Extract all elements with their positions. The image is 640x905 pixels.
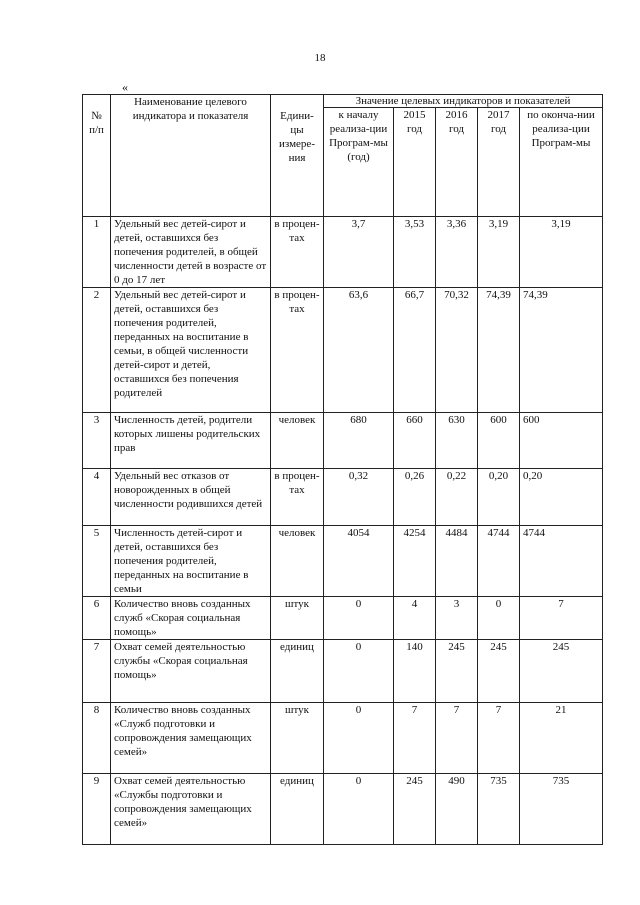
row-unit: штук — [271, 703, 324, 774]
row-name: Удельный вес детей-сирот и детей, оставшихся без попечения родителей, переданных на воспитание в семьи, в общей численности детей-сирот и детей, оставшихся без попечения родителей — [111, 288, 271, 413]
row-end: 3,19 — [520, 217, 603, 288]
row-2015: 0,26 — [394, 469, 436, 526]
row-start: 0 — [324, 597, 394, 640]
row-name: Удельный вес отказов от новорожденных в общей численности родившихся детей — [111, 469, 271, 526]
row-2016: 3,36 — [436, 217, 478, 288]
indicators-table — [82, 94, 603, 845]
row-2016: 490 — [436, 774, 478, 845]
row-end: 600 — [520, 413, 603, 469]
row-start: 0 — [324, 774, 394, 845]
row-start: 4054 — [324, 526, 394, 597]
row-2015: 660 — [394, 413, 436, 469]
row-name: Охват семей деятельностью «Службы подготовки и сопровождения замещающих семей» — [111, 774, 271, 845]
row-2017: 245 — [478, 640, 520, 703]
row-start: 680 — [324, 413, 394, 469]
row-2015: 66,7 — [394, 288, 436, 413]
row-start: 0 — [324, 640, 394, 703]
row-num: 6 — [83, 597, 111, 640]
table-row — [83, 413, 603, 469]
header-end: по оконча-нии реализа-ции Програм-мы — [520, 108, 603, 217]
row-2015: 245 — [394, 774, 436, 845]
row-2015: 7 — [394, 703, 436, 774]
row-2016: 630 — [436, 413, 478, 469]
row-unit: человек — [271, 413, 324, 469]
table-row — [83, 774, 603, 845]
table-row — [83, 703, 603, 774]
row-2017: 4744 — [478, 526, 520, 597]
row-end: 245 — [520, 640, 603, 703]
row-2015: 3,53 — [394, 217, 436, 288]
header-name: Наименование целевого индикатора и показателя — [111, 95, 271, 217]
row-2015: 4 — [394, 597, 436, 640]
row-end: 4744 — [520, 526, 603, 597]
row-2015: 140 — [394, 640, 436, 703]
table-row — [83, 526, 603, 597]
row-end: 21 — [520, 703, 603, 774]
row-name: Удельный вес детей-сирот и детей, оставшихся без попечения родителей, в общей численности детей в возрасте от 0 до 17 лет — [111, 217, 271, 288]
row-unit: штук — [271, 597, 324, 640]
row-start: 3,7 — [324, 217, 394, 288]
row-end: 735 — [520, 774, 603, 845]
row-unit: в процен-тах — [271, 469, 324, 526]
row-num: 8 — [83, 703, 111, 774]
row-end: 0,20 — [520, 469, 603, 526]
row-2017: 3,19 — [478, 217, 520, 288]
row-2015: 4254 — [394, 526, 436, 597]
row-name: Количество вновь созданных служб «Скорая социальная помощь» — [111, 597, 271, 640]
row-name: Количество вновь созданных «Служб подготовки и сопровождения замещающих семей» — [111, 703, 271, 774]
header-start: к началу реализа-ции Програм-мы (год) — [324, 108, 394, 217]
row-name: Численность детей-сирот и детей, оставшихся без попечения родителей, переданных на воспитание в семьи — [111, 526, 271, 597]
row-2016: 0,22 — [436, 469, 478, 526]
row-2017: 0,20 — [478, 469, 520, 526]
page-number: 18 — [314, 52, 326, 64]
row-start: 0,32 — [324, 469, 394, 526]
row-unit: единиц — [271, 640, 324, 703]
row-num: 4 — [83, 469, 111, 526]
row-start: 63,6 — [324, 288, 394, 413]
row-2017: 0 — [478, 597, 520, 640]
row-name: Охват семей деятельностью службы «Скорая социальная помощь» — [111, 640, 271, 703]
table-row — [83, 640, 603, 703]
row-unit: единиц — [271, 774, 324, 845]
header-num: № п/п — [83, 95, 111, 217]
row-name: Численность детей, родители которых лишены родительских прав — [111, 413, 271, 469]
header-values-group: Значение целевых индикаторов и показателей — [324, 95, 603, 108]
header-2015: 2015 год — [394, 108, 436, 217]
row-unit: человек — [271, 526, 324, 597]
row-2017: 74,39 — [478, 288, 520, 413]
header-unit: Едини-цы измере-ния — [271, 95, 324, 217]
row-num: 3 — [83, 413, 111, 469]
row-2016: 245 — [436, 640, 478, 703]
header-2016: 2016 год — [436, 108, 478, 217]
opening-quote: « — [122, 80, 128, 94]
row-2016: 7 — [436, 703, 478, 774]
header-2017: 2017 год — [478, 108, 520, 217]
table-header — [83, 95, 603, 217]
row-num: 5 — [83, 526, 111, 597]
row-num: 9 — [83, 774, 111, 845]
row-num: 2 — [83, 288, 111, 413]
table-row — [83, 217, 603, 288]
row-start: 0 — [324, 703, 394, 774]
row-num: 7 — [83, 640, 111, 703]
row-end: 74,39 — [520, 288, 603, 413]
row-2017: 7 — [478, 703, 520, 774]
row-2017: 600 — [478, 413, 520, 469]
row-2016: 3 — [436, 597, 478, 640]
table-row — [83, 597, 603, 640]
row-unit: в процен-тах — [271, 288, 324, 413]
row-2016: 4484 — [436, 526, 478, 597]
row-unit: в процен-тах — [271, 217, 324, 288]
row-2016: 70,32 — [436, 288, 478, 413]
row-num: 1 — [83, 217, 111, 288]
row-end: 7 — [520, 597, 603, 640]
row-2017: 735 — [478, 774, 520, 845]
table-row — [83, 288, 603, 413]
table-row — [83, 469, 603, 526]
